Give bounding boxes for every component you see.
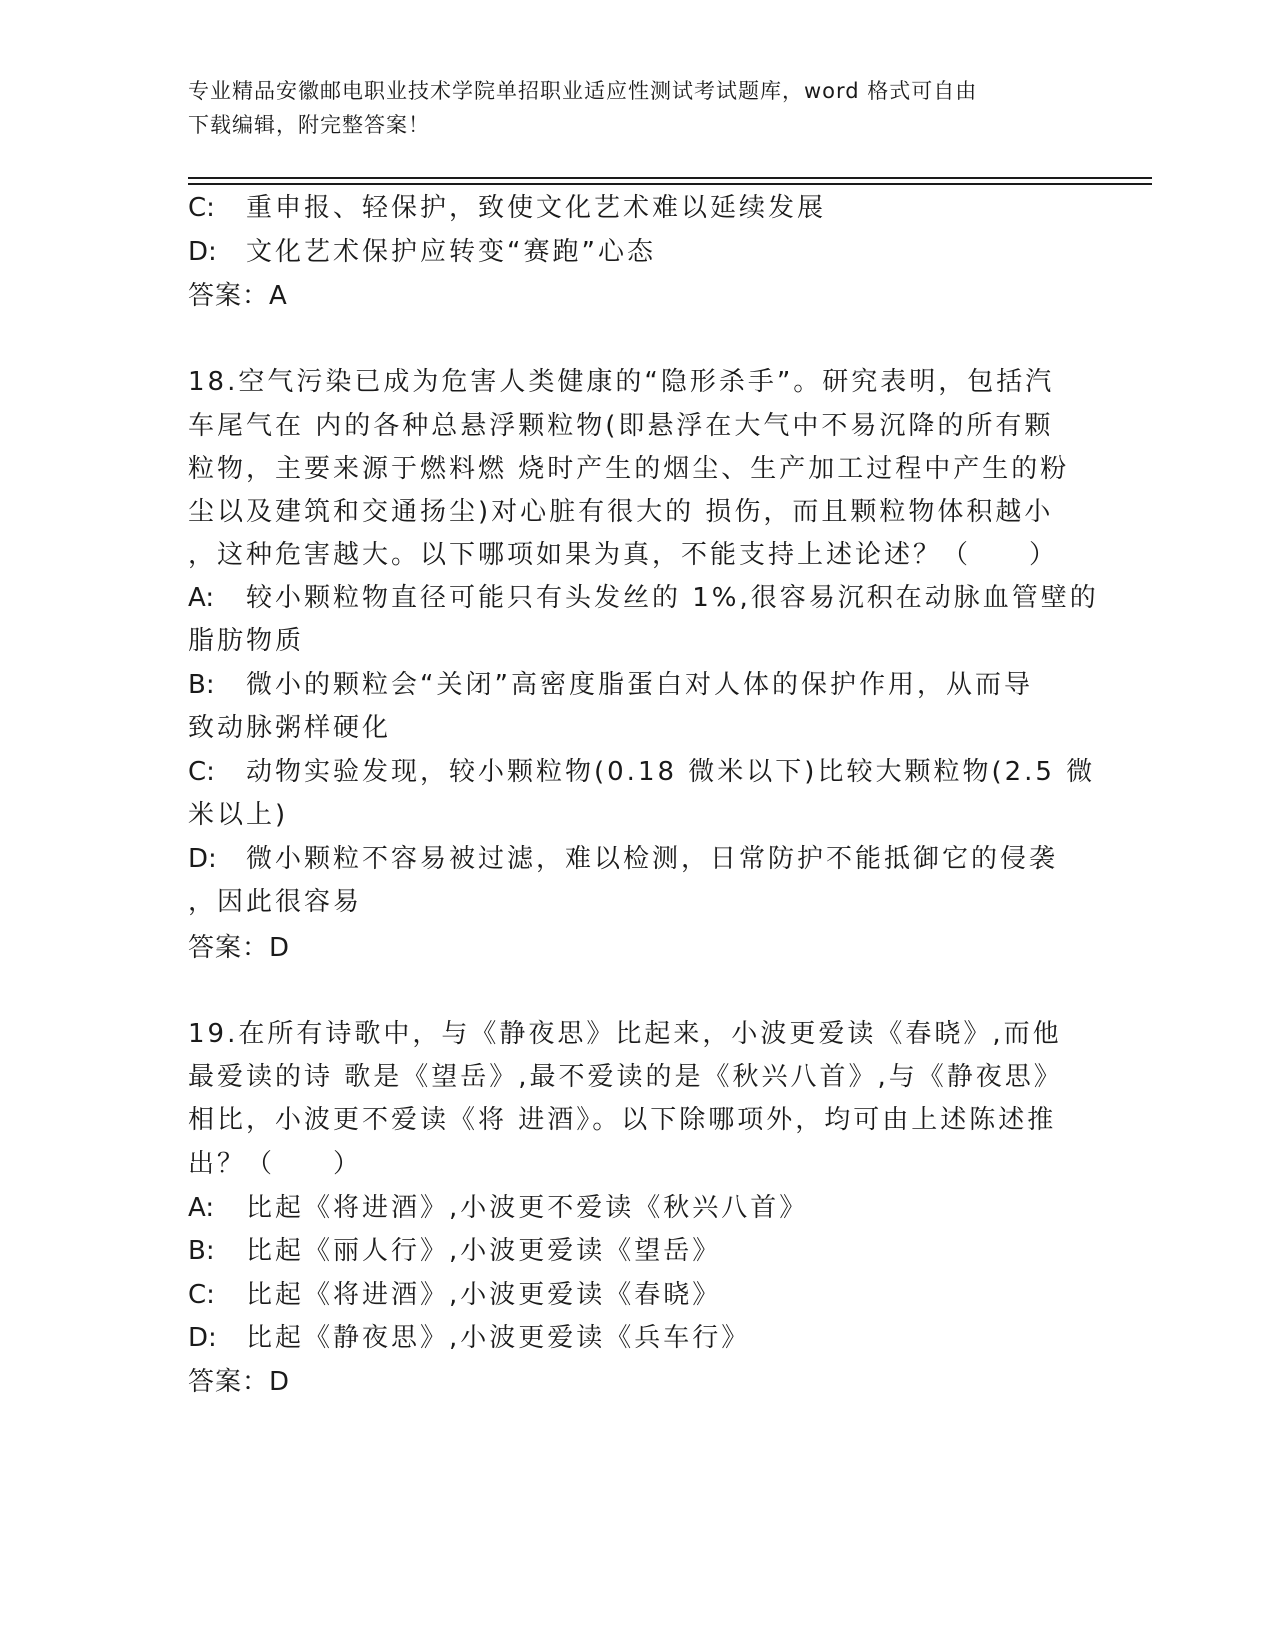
q19-stem-line: 最爱读的诗 歌是《望岳》,最不爱读的是《秋兴八首》,与《静夜思》 (188, 1062, 1063, 1092)
q18-option-b: B: 微小的颗粒会“关闭”高密度脂蛋白对人体的保护作用，从而导 (188, 670, 1033, 700)
q19-option-b: B: 比起《丽人行》,小波更爱读《望岳》 (188, 1236, 722, 1266)
q19-answer: 答案：D (188, 1367, 291, 1397)
prev-option-d: D: 文化艺术保护应转变“赛跑”心态 (188, 237, 656, 267)
q18-option-d: D: 微小颗粒不容易被过滤，难以检测，日常防护不能抵御它的侵袭 (188, 844, 1059, 874)
prev-answer: 答案：A (188, 281, 288, 311)
q18-option-b-cont: 致动脉粥样硬化 (188, 713, 392, 743)
q18-stem-line: ，这种危害越大。以下哪项如果为真，不能支持上述论述？（ ） (188, 540, 1059, 570)
q19-option-c: C: 比起《将进酒》,小波更爱读《春晓》 (188, 1280, 722, 1310)
header-line-2: 下载编辑，附完整答案！ (188, 113, 430, 137)
header-rule-bottom (188, 183, 1152, 185)
header-rule-top (188, 177, 1152, 179)
page-header (188, 74, 1068, 142)
q18-stem-line: 粒物，主要来源于燃料燃 烧时产生的烟尘、生产加工过程中产生的粉 (188, 454, 1070, 484)
q18-stem-line: 18.空气污染已成为危害人类健康的“隐形杀手”。研究表明，包括汽 (188, 367, 1055, 397)
q19-option-a: A: 比起《将进酒》,小波更不爱读《秋兴八首》 (188, 1193, 809, 1223)
q18-stem-line: 尘以及建筑和交通扬尘)对心脏有很大的 损伤，而且颗粒物体积越小 (188, 497, 1054, 527)
q18-option-c: C: 动物实验发现，较小颗粒物(0.18 微米以下)比较大颗粒物(2.5 微 (188, 757, 1096, 787)
q18-option-c-cont: 米以上) (188, 800, 289, 830)
q19-stem-line: 出？（ ） (188, 1149, 363, 1179)
q18-answer: 答案：D (188, 933, 291, 963)
prev-option-c: C: 重申报、轻保护，致使文化艺术难以延续发展 (188, 193, 827, 223)
q18-option-a: A: 较小颗粒物直径可能只有头发丝的 1%,很容易沉积在动脉血管壁的 (188, 583, 1099, 613)
header-line-1: 专业精品安徽邮电职业技术学院单招职业适应性测试考试题库，word 格式可自由 (188, 79, 978, 103)
q19-stem-line: 相比，小波更不爱读《将 进酒》。以下除哪项外，均可由上述陈述推 (188, 1105, 1057, 1135)
q18-option-d-cont: ，因此很容易 (188, 887, 363, 917)
q19-option-d: D: 比起《静夜思》,小波更爱读《兵车行》 (188, 1323, 751, 1353)
q18-stem-line: 车尾气在 内的各种总悬浮颗粒物(即悬浮在大气中不易沉降的所有颗 (188, 411, 1054, 441)
q18-option-a-cont: 脂肪物质 (188, 626, 305, 656)
q19-stem-line: 19.在所有诗歌中，与《静夜思》比起来，小波更爱读《春晓》,而他 (188, 1019, 1062, 1049)
